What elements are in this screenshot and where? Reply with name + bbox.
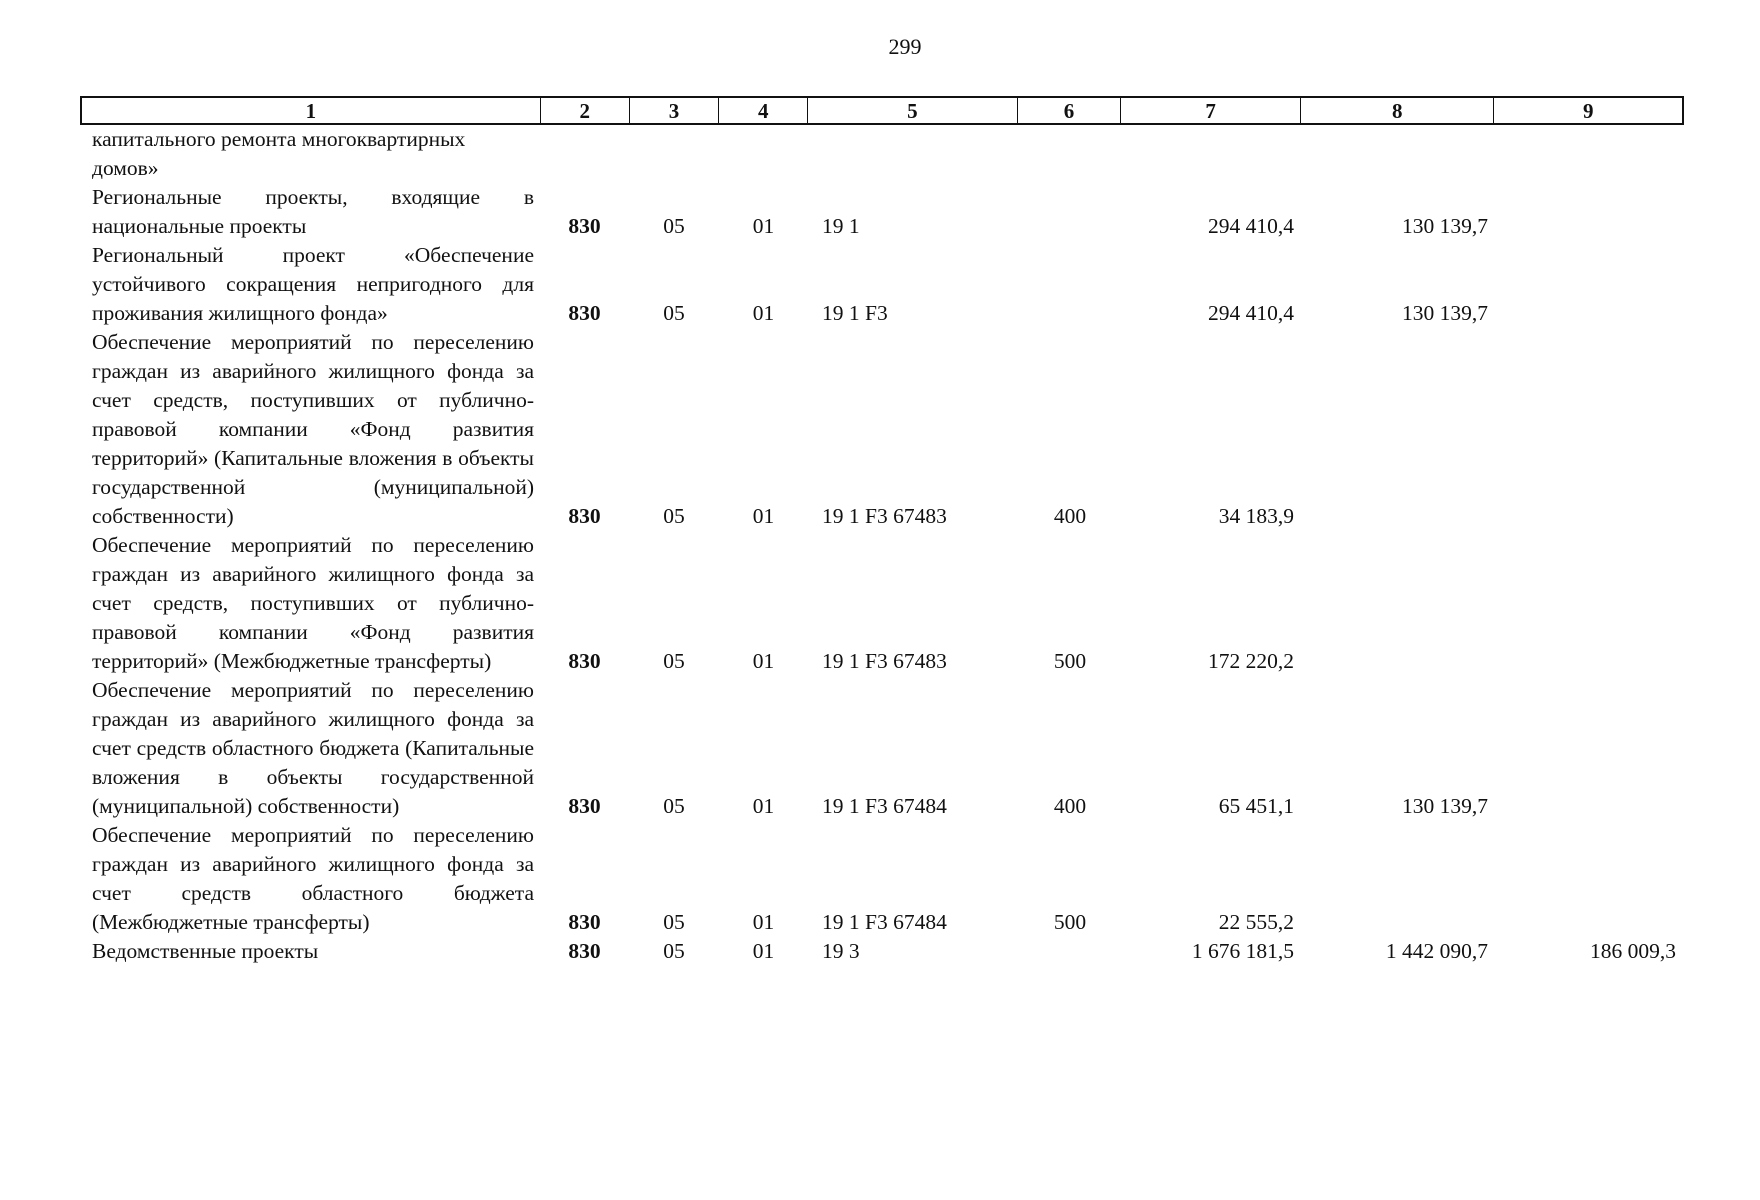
row-target: 19 1 <box>822 214 860 238</box>
row-subsection: 01 <box>752 939 775 963</box>
row-amount-7: 1 676 181,5 <box>1191 939 1294 963</box>
row-section: 05 <box>663 504 685 528</box>
table-row <box>80 821 1684 937</box>
row-code: 830 <box>568 214 601 238</box>
row-amount-8: 130 139,7 <box>1402 301 1488 325</box>
row-amount-7: 22 555,2 <box>1218 910 1294 934</box>
table-row <box>80 328 1684 531</box>
header-col-9: 9 <box>1582 99 1594 123</box>
row-description: Региональный проект «Обеспечение устойчивого сокращения непригодного для проживания жилищного фонда» <box>92 243 534 325</box>
header-col-7: 7 <box>1121 98 1301 123</box>
table-row <box>80 531 1684 676</box>
row-amount-8: 1 442 090,7 <box>1385 939 1488 963</box>
header-col-4: 4 <box>719 98 808 123</box>
row-expense-type: 400 <box>1053 504 1087 528</box>
table-row <box>80 241 1684 328</box>
row-amount-7: 172 220,2 <box>1208 649 1294 673</box>
header-col-8: 8 <box>1301 98 1495 123</box>
table-row <box>80 125 1684 183</box>
row-description: Обеспечение мероприятий по переселению граждан из аварийного жилищного фонда за счет средств областного бюджета (Капитальные вложения в объекты государственной (муниципальной) собственности) <box>92 678 534 818</box>
row-subsection: 01 <box>752 214 775 238</box>
row-amount-7: 34 183,9 <box>1218 504 1294 528</box>
row-subsection: 01 <box>752 504 775 528</box>
row-code: 830 <box>568 910 601 934</box>
row-amount-7: 65 451,1 <box>1218 794 1294 818</box>
page-number: 299 <box>888 34 922 59</box>
row-expense-type: 400 <box>1053 794 1087 818</box>
row-section: 05 <box>663 910 685 934</box>
header-col-6: 6 <box>1018 98 1122 123</box>
row-subsection: 01 <box>752 910 775 934</box>
table-header <box>80 96 1684 125</box>
row-subsection: 01 <box>752 794 775 818</box>
header-col-1: 1 <box>82 98 541 123</box>
budget-table <box>80 96 1684 966</box>
table-row <box>80 183 1684 241</box>
row-section: 05 <box>663 301 685 325</box>
row-section: 05 <box>663 649 685 673</box>
row-subsection: 01 <box>752 301 775 325</box>
header-col-3: 3 <box>630 98 720 123</box>
header-col-5: 5 <box>808 98 1017 123</box>
row-code: 830 <box>568 504 601 528</box>
row-section: 05 <box>663 214 685 238</box>
row-section: 05 <box>663 794 685 818</box>
table-row <box>80 937 1684 966</box>
row-description: капитального ремонта многоквартирных домов» <box>92 127 466 180</box>
row-subsection: 01 <box>752 649 775 673</box>
row-code: 830 <box>568 649 601 673</box>
row-code: 830 <box>568 301 601 325</box>
row-description: Региональные проекты, входящие в национальные проекты <box>92 185 534 238</box>
row-target: 19 1 F3 67484 <box>822 910 947 934</box>
row-expense-type: 500 <box>1053 910 1087 934</box>
row-target: 19 1 F3 67483 <box>822 649 947 673</box>
table-row <box>80 676 1684 821</box>
row-target: 19 1 F3 67484 <box>822 794 947 818</box>
row-target: 19 3 <box>822 939 860 963</box>
header-col-2: 2 <box>541 98 630 123</box>
row-description: Обеспечение мероприятий по переселению граждан из аварийного жилищного фонда за счет средств, поступивших от публично-правовой компании «Фонд развития территорий» (Капитальные вложения в объекты государственной (муниципальной) собственности) <box>92 330 534 528</box>
row-description: Обеспечение мероприятий по переселению граждан из аварийного жилищного фонда за счет средств областного бюджета (Межбюджетные трансферты) <box>92 823 534 934</box>
row-description: Ведомственные проекты <box>92 939 319 963</box>
row-amount-7: 294 410,4 <box>1208 214 1294 238</box>
row-target: 19 1 F3 <box>822 301 888 325</box>
row-code: 830 <box>568 794 601 818</box>
row-amount-8: 130 139,7 <box>1402 794 1488 818</box>
row-target: 19 1 F3 67483 <box>822 504 947 528</box>
row-expense-type: 500 <box>1053 649 1087 673</box>
row-amount-7: 294 410,4 <box>1208 301 1294 325</box>
row-code: 830 <box>568 939 601 963</box>
row-section: 05 <box>663 939 685 963</box>
row-description: Обеспечение мероприятий по переселению граждан из аварийного жилищного фонда за счет средств, поступивших от публично-правовой компании «Фонд развития территорий» (Межбюджетные трансферты) <box>92 533 534 673</box>
row-amount-9: 186 009,3 <box>1590 939 1676 963</box>
row-amount-8: 130 139,7 <box>1402 214 1488 238</box>
